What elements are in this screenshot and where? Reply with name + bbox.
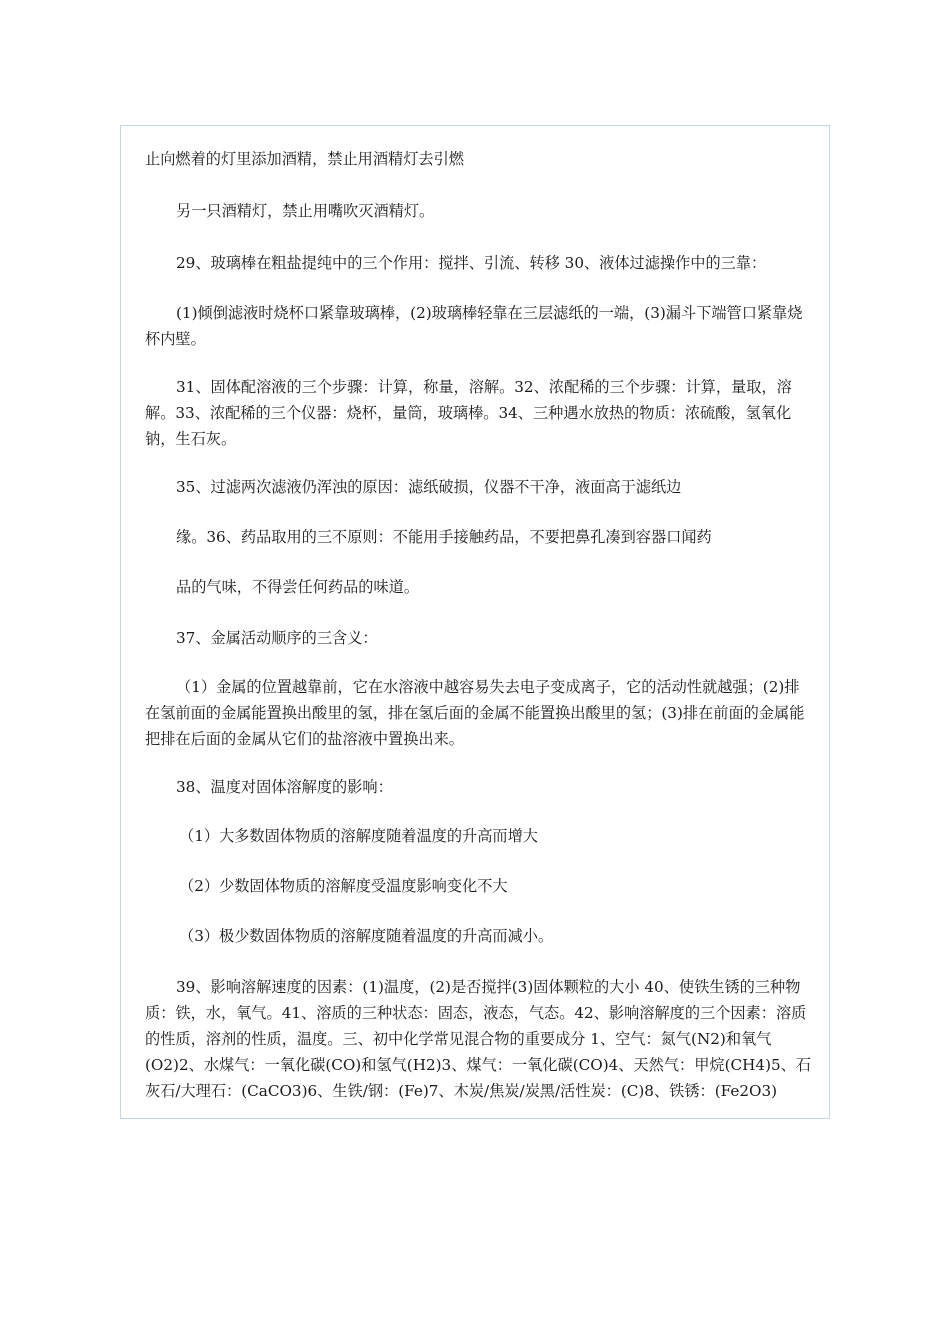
paragraph-1: 止向燃着的灯里添加酒精，禁止用酒精灯去引燃	[145, 150, 464, 168]
paragraph-13: （2）少数固体物质的溶解度受温度影响变化不大	[179, 877, 508, 895]
paragraph-8: 品的气味，不得尝任何药品的味道。	[176, 578, 419, 596]
paragraph-9: 37、金属活动顺序的三含义：	[176, 629, 378, 647]
paragraph-3: 29、玻璃棒在粗盐提纯中的三个作用：搅拌、引流、转移 30、液体过滤操作中的三靠：	[176, 254, 767, 272]
paragraph-15: 39、影响溶解速度的因素：(1)温度，(2)是否搅拌(3)固体颗粒的大小 40、使铁生锈的三种物质：铁，水，氧气。41、溶质的三种状态：固态，液态，气态。42、影响溶解度的三个因素：溶质的性质，溶剂的性质，温度。三、初中化学常见混合物的重要成分 1、空气：氮气(N2)和氧气(O2)2、水煤气：一氧化碳(CO)和氢气(H2)3、煤气：一氧化碳(CO)4、天然气：甲烷(CH4)5、石灰石/大理石：(CaCO3)6、生铁/钢：(Fe)7、木炭/焦炭/炭黑/活性炭：(C)8、铁锈：(Fe2O3)	[145, 978, 812, 1100]
paragraph-10: （1）金属的位置越靠前，它在水溶液中越容易失去电子变成离子，它的活动性就越强；(2)排在氢前面的金属能置换出酸里的氢，排在氢后面的金属不能置换出酸里的氢；(3)排在前面的金属能把排在后面的金属从它们的盐溶液中置换出来。	[145, 678, 805, 748]
paragraph-14: （3）极少数固体物质的溶解度随着温度的升高而减小。	[179, 927, 554, 945]
paragraph-6: 35、过滤两次滤液仍浑浊的原因：滤纸破损，仪器不干净，液面高于滤纸边	[176, 478, 682, 496]
paragraph-2: 另一只酒精灯，禁止用嘴吹灭酒精灯。	[176, 202, 435, 220]
paragraph-12: （1）大多数固体物质的溶解度随着温度的升高而增大	[179, 827, 538, 845]
paragraph-5: 31、固体配溶液的三个步骤：计算，称量，溶解。32、浓配稀的三个步骤：计算，量取，溶解。33、浓配稀的三个仪器：烧杯，量筒，玻璃棒。34、三种遇水放热的物质：浓硫酸，氢氧化钠，生石灰。	[145, 378, 792, 448]
paragraph-11: 38、温度对固体溶解度的影响：	[176, 778, 393, 796]
paragraph-4: (1)倾倒滤液时烧杯口紧靠玻璃棒，(2)玻璃棒轻靠在三层滤纸的一端，(3)漏斗下端管口紧靠烧杯内壁。	[145, 304, 803, 348]
paragraph-7: 缘。36、药品取用的三不原则：不能用手接触药品，不要把鼻孔凑到容器口闻药	[176, 528, 712, 546]
